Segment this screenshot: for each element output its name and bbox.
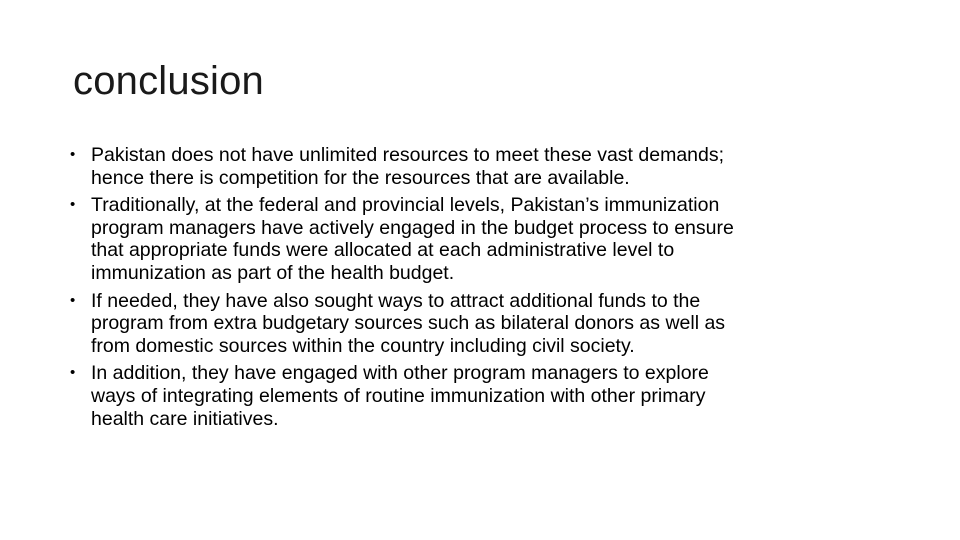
bullet-text: In addition, they have engaged with other program managers to explore ways of integrating elements of routine immunization with other primary health care initiatives. — [91, 362, 709, 430]
bullet-item — [70, 362, 890, 430]
bullet-dot-icon: • — [70, 291, 76, 309]
bullet-dot-icon: • — [70, 196, 76, 214]
bullet-dot-icon: • — [70, 364, 76, 382]
bullet-list — [70, 144, 890, 435]
bullet-text: Traditionally, at the federal and provincial levels, Pakistan’s immunization program managers have actively engaged in the budget process to ensure that appropriate funds were allocated at each administrative level to immunization as part of the health budget. — [91, 194, 734, 284]
bullet-dot-icon: • — [70, 146, 76, 163]
bullet-item — [70, 290, 890, 358]
bullet-item — [70, 194, 890, 284]
bullet-text: If needed, they have also sought ways to attract additional funds to the program from extra budgetary sources such as bilateral donors as well as from domestic sources within the country including civil society. — [91, 289, 726, 357]
slide-title: conclusion — [73, 59, 265, 103]
bullet-item — [70, 144, 890, 189]
bullet-text: Pakistan does not have unlimited resources to meet these vast demands; hence there is competition for the resources that are available. — [91, 144, 725, 189]
